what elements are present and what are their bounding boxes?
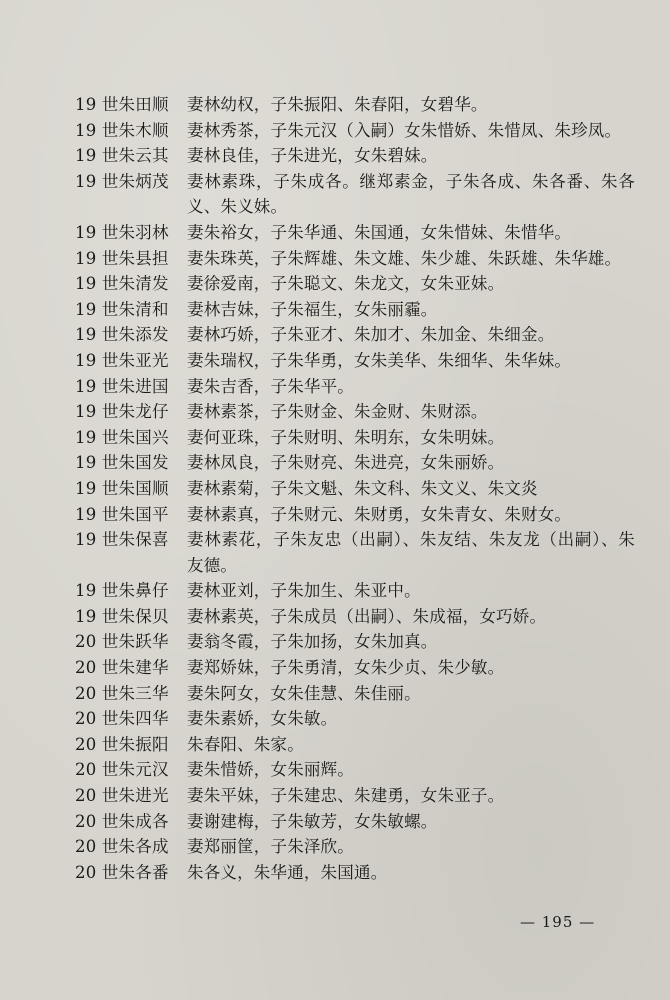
entry-detail: 妻林秀茶，子朱元汉（入嗣）女朱惜娇、朱惜凤、朱珍凤。 [187,120,622,140]
entry-detail: 妻何亚珠，子朱财明、朱明东，女朱明妹。 [187,427,505,447]
entry-detail: 妻林素英，子朱成员（出嗣）、朱成福，女巧娇。 [187,606,547,626]
entry-row [75,220,635,246]
entry-name: 19 世朱保贝 [75,606,169,626]
entry-detail: 妻朱珠英，子朱辉雄、朱文雄、朱少雄、朱跃雄、朱华雄。 [187,248,622,268]
entry-name: 19 世朱田顺 [75,95,169,114]
entry-row [75,450,635,476]
entry-row [75,322,635,348]
entry-detail: 妻朱瑞权，子朱华勇，女朱美华、朱细华、朱华妹。 [187,350,572,370]
entry-detail: 妻郑丽筐，子朱泽欣。 [187,837,354,857]
entry-row [75,527,635,578]
entry-row [75,399,635,425]
entry-row [75,374,635,400]
entry-detail: 妻朱平妹，子朱建忠、朱建勇，女朱亚子。 [187,786,505,806]
entry-row [75,860,635,886]
entry-detail: 妻林吉妹，子朱福生，女朱丽霾。 [187,299,438,319]
entry-name: 19 世朱国兴 [75,427,169,447]
entry-detail: 朱各义，朱华通，朱国通。 [187,862,388,882]
entry-row [75,169,635,220]
entry-detail: 妻徐爱南，子朱聪文、朱龙文，女朱亚妹。 [187,274,505,294]
entry-row [75,578,635,604]
entry-detail: 妻林素真，子朱财元、朱财勇，女朱青女、朱财女。 [187,504,572,524]
entry-row [75,629,635,655]
entry-row [75,655,635,681]
entry-row [75,348,635,374]
entry-name: 19 世朱鼻仔 [75,581,169,601]
entry-row [75,706,635,732]
entry-name: 19 世朱龙仔 [75,402,169,422]
entry-name: 19 世朱炳茂 [75,171,169,191]
entry-name: 20 世朱各成 [75,837,169,857]
entry-detail: 妻林巧娇，子朱亚才、朱加才、朱加金、朱细金。 [187,325,555,345]
entry-detail: 妻朱素娇，女朱敏。 [187,709,338,729]
entry-detail: 朱春阳、朱家。 [187,734,304,754]
entry-detail: 妻林良佳，子朱进光，女朱碧妹。 [187,146,438,166]
entry-row [75,118,635,144]
entry-name: 20 世朱进光 [75,786,169,806]
entry-row [75,425,635,451]
entry-detail: 妻林亚刘，子朱加生、朱亚中。 [187,581,421,601]
entry-detail: 妻林素花，子朱友忠（出嗣）、朱友结、朱友龙（出嗣）、朱友德。 [187,530,635,575]
entry-name: 19 世朱木顺 [75,120,169,140]
entry-name: 19 世朱国平 [75,504,169,524]
entry-name: 19 世朱国发 [75,453,169,473]
entry-name: 20 世朱振阳 [75,734,169,754]
entry-detail: 妻谢建梅，子朱敏芳，女朱敏螺。 [187,811,438,831]
entry-name: 20 世朱元汉 [75,760,169,780]
entry-detail: 妻朱阿女，女朱佳慧、朱佳丽。 [187,683,421,703]
entry-detail: 妻郑娇妹，子朱勇清，女朱少贞、朱少敏。 [187,658,505,678]
entry-name: 19 世朱羽林 [75,222,169,242]
entry-name: 19 世朱保喜 [75,530,169,550]
entry-name: 20 世朱跃华 [75,632,169,652]
entry-detail: 妻林素菊，子朱文魁、朱文科、朱文义、朱文炎 [187,478,538,498]
entry-name: 20 世朱成各 [75,811,169,831]
entry-row [75,246,635,272]
entry-row [75,92,635,118]
page-number: — 195 — [520,913,596,931]
entry-name: 19 世朱进国 [75,376,169,396]
entry-row [75,809,635,835]
entry-row [75,757,635,783]
entry-name: 19 世朱县担 [75,248,169,268]
entry-name: 19 世朱清发 [75,274,169,294]
entry-name: 20 世朱建华 [75,658,169,678]
entry-detail: 妻林凤良，子朱财亮、朱进亮，女朱丽娇。 [187,453,505,473]
entry-name: 19 世朱云其 [75,146,169,166]
entry-name: 19 世朱国顺 [75,478,169,498]
entry-detail: 妻林素珠，子朱成各。继郑素金，子朱各成、朱各番、朱各义、朱义妹。 [187,171,635,217]
entry-name: 20 世朱三华 [75,683,169,703]
genealogy-entries [75,92,635,885]
entry-detail: 妻翁冬霞，子朱加扬，女朱加真。 [187,632,438,652]
entry-name: 19 世朱清和 [75,299,169,319]
entry-name: 20 世朱四华 [75,709,169,729]
entry-row [75,732,635,758]
entry-row [75,783,635,809]
entry-row [75,502,635,528]
entry-name: 19 世朱亚光 [75,350,169,370]
entry-detail: 妻朱惜娇，女朱丽辉。 [187,760,354,780]
entry-detail: 妻林幼权，子朱振阳、朱春阳，女碧华。 [187,95,488,114]
entry-row [75,604,635,630]
entry-row [75,271,635,297]
entry-detail: 妻朱吉香，子朱华平。 [187,376,354,396]
entry-detail: 妻朱裕女，子朱华通、朱国通，女朱惜妹、朱惜华。 [187,222,572,242]
entry-row [75,297,635,323]
entry-row [75,476,635,502]
entry-detail: 妻林素茶，子朱财金、朱金财、朱财添。 [187,402,488,422]
entry-name: 19 世朱添发 [75,325,169,345]
entry-row [75,681,635,707]
entry-row [75,834,635,860]
entry-name: 20 世朱各番 [75,862,169,882]
entry-row [75,143,635,169]
